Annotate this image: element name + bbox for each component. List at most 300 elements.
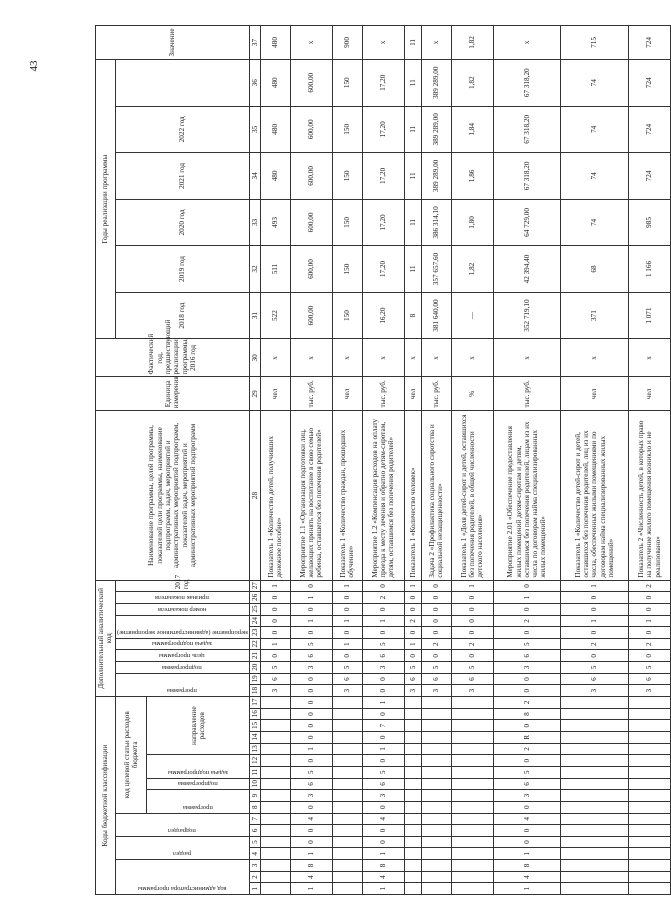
year-value-cell: 17,20 [362, 106, 404, 153]
table-row [260, 26, 290, 895]
column-number: 18 [249, 685, 260, 697]
code-cell: 0 [561, 603, 628, 615]
code-cell: 0 [561, 592, 628, 604]
code-cell [628, 732, 670, 744]
code-cell [561, 813, 628, 825]
code-cell [561, 848, 628, 860]
header-napravlenie: направление расходов [147, 697, 249, 755]
code-cell: 2 [628, 580, 670, 592]
code-cell: 1 [493, 848, 560, 860]
year-value-cell: 511 [260, 246, 290, 293]
final-value-cell: 11 [404, 26, 421, 60]
year-value-cell: 67 318,20 [493, 59, 560, 106]
code-cell [332, 697, 362, 709]
code-cell: 5 [332, 662, 362, 674]
final-value-cell: х [421, 26, 451, 60]
code-cell: 4 [362, 871, 404, 883]
code-cell [421, 778, 451, 790]
code-cell [451, 813, 493, 825]
code-cell: 3 [421, 685, 451, 697]
column-number: 30 [249, 339, 260, 377]
column-number: 14 [249, 732, 260, 744]
code-cell [404, 813, 421, 825]
year-value-cell: 17,20 [362, 246, 404, 293]
year-value-cell: 724 [628, 59, 670, 106]
code-cell [451, 790, 493, 802]
header-year-2019: 2019 год [115, 246, 249, 293]
unit-cell: тыс. руб. [362, 377, 404, 411]
code-cell [260, 743, 290, 755]
table-row [421, 26, 451, 895]
year-value-cell: 480 [260, 153, 290, 200]
code-cell: 3 [260, 685, 290, 697]
code-cell: 0 [493, 673, 560, 685]
code-cell: 6 [451, 673, 493, 685]
code-cell [561, 732, 628, 744]
code-cell: 2 [493, 743, 560, 755]
code-cell: 6 [290, 650, 332, 662]
code-cell: 4 [362, 813, 404, 825]
final-value-cell: 724 [628, 26, 670, 60]
code-cell: 2 [628, 638, 670, 650]
code-cell [260, 871, 290, 883]
code-cell [260, 732, 290, 744]
code-cell: 0 [290, 825, 332, 837]
code-cell [561, 790, 628, 802]
code-cell: 0 [451, 603, 493, 615]
final-value-cell: 715 [561, 26, 628, 60]
column-number: 26 [249, 592, 260, 604]
code-cell: 1 [362, 848, 404, 860]
code-cell: 0 [290, 836, 332, 848]
code-cell: 1 [362, 615, 404, 627]
code-cell: 3 [451, 685, 493, 697]
code-cell: 0 [451, 627, 493, 639]
column-number: 13 [249, 743, 260, 755]
code-cell [451, 743, 493, 755]
code-cell: 8 [362, 860, 404, 872]
code-cell [260, 755, 290, 767]
code-cell [404, 848, 421, 860]
year-value-cell: 74 [561, 59, 628, 106]
code-cell [628, 790, 670, 802]
code-cell: 0 [362, 580, 404, 592]
code-cell [561, 778, 628, 790]
prev-year-cell: х [362, 339, 404, 377]
column-number: 33 [249, 199, 260, 246]
code-cell: 0 [260, 615, 290, 627]
code-cell: 0 [628, 650, 670, 662]
code-cell: 2 [404, 615, 421, 627]
code-cell: 1 [628, 615, 670, 627]
year-value-cell: 600,00 [290, 153, 332, 200]
year-value-cell: 522 [260, 292, 290, 339]
year-value-cell: 1,84 [451, 106, 493, 153]
year-value-cell: 381 640,00 [421, 292, 451, 339]
table-row [404, 26, 421, 895]
code-cell [451, 883, 493, 895]
code-cell: 2 [451, 638, 493, 650]
code-cell: 0 [451, 650, 493, 662]
year-value-cell: 1 166 [628, 246, 670, 293]
code-cell: 0 [290, 755, 332, 767]
column-number: 35 [249, 106, 260, 153]
year-value-cell: 1,80 [451, 199, 493, 246]
code-cell [260, 813, 290, 825]
code-cell [332, 848, 362, 860]
code-cell [628, 720, 670, 732]
code-cell [404, 801, 421, 813]
column-number: 37 [249, 26, 260, 60]
code-cell: 6 [362, 778, 404, 790]
code-cell [561, 860, 628, 872]
year-value-cell: — [451, 292, 493, 339]
code-cell [404, 755, 421, 767]
column-number: 21 [249, 650, 260, 662]
code-cell: 3 [290, 662, 332, 674]
year-value-cell: 67 318,20 [493, 153, 560, 200]
code-cell: 4 [493, 871, 560, 883]
code-cell: 2 [362, 592, 404, 604]
code-cell [260, 883, 290, 895]
header-program-name: Наименование программы, целей программы, показателей цели программы, наименование подпрограмм, задач, мероприятий и административных мероприятий подпрограмм, показателей задач, мероприятий и административных мероприятий подпрограмм [96, 411, 250, 580]
code-cell [260, 825, 290, 837]
code-cell [421, 860, 451, 872]
code-cell: 6 [404, 673, 421, 685]
year-value-cell: 150 [332, 153, 362, 200]
column-number: 20 [249, 662, 260, 674]
code-cell: 0 [493, 627, 560, 639]
header-additional-code: Дополнительный аналитический код [96, 580, 116, 696]
code-cell: 0 [362, 732, 404, 744]
code-cell [628, 743, 670, 755]
code-cell [561, 836, 628, 848]
code-cell: 6 [332, 673, 362, 685]
year-value-cell: 74 [561, 199, 628, 246]
year-value-cell: 600,00 [290, 106, 332, 153]
code-cell [561, 871, 628, 883]
code-cell: 4 [290, 871, 332, 883]
code-cell: 0 [493, 836, 560, 848]
code-cell: 3 [493, 790, 560, 802]
code-cell: 0 [451, 592, 493, 604]
code-cell: 0 [404, 603, 421, 615]
code-cell [451, 778, 493, 790]
code-cell [451, 720, 493, 732]
code-cell: 6 [628, 673, 670, 685]
code-cell: 0 [332, 627, 362, 639]
code-cell: 5 [493, 638, 560, 650]
code-cell [332, 790, 362, 802]
table-row [362, 26, 404, 895]
code-cell [260, 801, 290, 813]
column-number: 36 [249, 59, 260, 106]
code-cell [421, 825, 451, 837]
year-value-cell: 17,20 [362, 153, 404, 200]
column-number: 7 [249, 813, 260, 825]
unit-cell: чел [561, 377, 628, 411]
unit-cell: чел [260, 377, 290, 411]
code-cell [332, 720, 362, 732]
header-csr: код целевой статьи расходов бюджета [115, 697, 147, 813]
code-cell [260, 836, 290, 848]
table-body [260, 26, 670, 895]
description-cell: Задача 2 «Профилактика социального сиротства и социальной незащищенности» [421, 411, 451, 580]
code-cell: 1 [362, 883, 404, 895]
final-value-cell: 480 [260, 26, 290, 60]
code-cell: 0 [290, 801, 332, 813]
code-cell: 0 [362, 836, 404, 848]
prev-year-cell: х [561, 339, 628, 377]
code-cell [332, 813, 362, 825]
code-cell [561, 801, 628, 813]
code-cell [421, 801, 451, 813]
code-cell [404, 720, 421, 732]
code-cell: 0 [493, 825, 560, 837]
prev-year-cell: х [451, 339, 493, 377]
code-cell: 0 [451, 615, 493, 627]
code-cell: 1 [561, 615, 628, 627]
code-cell [260, 708, 290, 720]
code-cell: 1 [332, 638, 362, 650]
year-value-cell: 1,86 [451, 153, 493, 200]
table-row [290, 26, 332, 895]
unit-cell: % [451, 377, 493, 411]
column-number: 4 [249, 848, 260, 860]
year-value-cell: 17,20 [362, 59, 404, 106]
code-cell [451, 697, 493, 709]
code-cell [404, 766, 421, 778]
code-cell: 5 [421, 662, 451, 674]
code-cell: 3 [290, 790, 332, 802]
code-cell: 0 [332, 592, 362, 604]
code-cell [628, 766, 670, 778]
code-cell: 0 [561, 627, 628, 639]
code-cell [260, 720, 290, 732]
code-cell [421, 720, 451, 732]
code-cell: 5 [451, 662, 493, 674]
code-cell: 0 [493, 755, 560, 767]
year-value-cell: 724 [628, 153, 670, 200]
code-cell: 0 [362, 603, 404, 615]
final-value-cell: 900 [332, 26, 362, 60]
header-admin-code: код администратора программы [115, 860, 249, 895]
code-cell [332, 860, 362, 872]
code-cell [451, 836, 493, 848]
unit-cell: чел [628, 377, 670, 411]
description-cell: Мероприятие 2.01 «Обеспечение предоставления жилых помещений детям-сиротам и детям, оставшимся без попечения родителей, лицам из их числа по договорам найма специализированных жилых помещений» [493, 411, 560, 580]
code-cell: 0 [493, 720, 560, 732]
header-years-group: Годы реализации программы [96, 59, 116, 338]
column-number: 19 [249, 673, 260, 685]
code-cell: 0 [260, 650, 290, 662]
code-cell: 5 [628, 662, 670, 674]
column-number: 29 [249, 377, 260, 411]
code-cell [260, 697, 290, 709]
rotated-table-container [95, 25, 662, 895]
code-cell: 2 [421, 638, 451, 650]
code-cell [332, 883, 362, 895]
code-cell [404, 743, 421, 755]
code-cell: 1 [561, 580, 628, 592]
column-number: 27 [249, 580, 260, 592]
table-row [628, 26, 670, 895]
year-value-cell: 150 [332, 106, 362, 153]
table-row [561, 26, 628, 895]
code-cell: 0 [332, 650, 362, 662]
code-cell [451, 708, 493, 720]
code-cell: 0 [290, 580, 332, 592]
code-cell: 0 [290, 697, 332, 709]
code-cell [451, 755, 493, 767]
column-number: 12 [249, 755, 260, 767]
year-value-cell: 74 [561, 153, 628, 200]
code-cell: 0 [421, 650, 451, 662]
year-value-cell: 68 [561, 246, 628, 293]
code-cell: 0 [493, 685, 560, 697]
code-cell: 1 [290, 615, 332, 627]
code-cell: 0 [290, 603, 332, 615]
code-cell: 0 [362, 708, 404, 720]
code-cell: 0 [290, 720, 332, 732]
description-cell: Показатель 1 «Количество детей, получивших денежное пособие» [260, 411, 290, 580]
header-zadacha: задача подпрограммы [147, 755, 249, 778]
code-cell [260, 778, 290, 790]
column-number: 25 [249, 603, 260, 615]
description-cell: Мероприятие 1.1 «Организация подготовки лиц, желающих принять на воспитание в свою семью ребенка, оставшегося без попечения родителей» [290, 411, 332, 580]
code-cell: 3 [493, 662, 560, 674]
header-year-2021: 2021 год [115, 153, 249, 200]
code-cell: 5 [561, 662, 628, 674]
header-prev-year: Фактический год, предшествующий реализации программы, 2016 год [96, 339, 250, 377]
code-cell [561, 766, 628, 778]
code-cell [404, 697, 421, 709]
code-cell [404, 871, 421, 883]
header-event-a: мероприятие (административное мероприятие) [115, 615, 249, 638]
final-value-cell: х [493, 26, 560, 60]
code-cell: 0 [493, 801, 560, 813]
header-podrazdel: подраздел [115, 813, 249, 836]
header-budget-codes: Коды бюджетной классификации [96, 697, 116, 895]
year-value-cell: 16,20 [362, 292, 404, 339]
code-cell: 3 [332, 685, 362, 697]
code-cell: 0 [421, 580, 451, 592]
code-cell: 0 [628, 603, 670, 615]
code-cell: 6 [493, 650, 560, 662]
year-value-cell: 150 [332, 59, 362, 106]
year-value-cell: 11 [404, 59, 421, 106]
year-value-cell: 150 [332, 292, 362, 339]
header-goal-a: цель программы [115, 650, 249, 662]
code-cell [628, 860, 670, 872]
code-cell: 0 [362, 801, 404, 813]
code-cell [332, 755, 362, 767]
code-cell [561, 708, 628, 720]
code-cell [421, 743, 451, 755]
header-subprog-a: подпрограмма [115, 662, 249, 674]
program-indicators-table [95, 25, 671, 895]
column-number: 23 [249, 627, 260, 639]
prev-year-cell: х [493, 339, 560, 377]
code-cell: 4 [290, 813, 332, 825]
header-indicator-a: номер показателя [115, 603, 249, 615]
year-value-cell: 600,00 [290, 59, 332, 106]
header-unit: Единица измерения [96, 377, 250, 411]
year-value-cell: 389 289,00 [421, 106, 451, 153]
code-cell: 1 [451, 580, 493, 592]
year-value-cell: 11 [404, 106, 421, 153]
year-value-cell: 493 [260, 199, 290, 246]
header-task-a: задача подпрограммы [115, 638, 249, 650]
code-cell [561, 755, 628, 767]
code-cell: 0 [290, 732, 332, 744]
column-number: 16 [249, 708, 260, 720]
column-number: 3 [249, 860, 260, 872]
column-number: 34 [249, 153, 260, 200]
description-cell: Показатель 1 «Количество детей-сирот и детей, оставшихся без попечения родителей, лиц из их числа, обеспеченных жилыми помещениями по договорам найма специализированных жилых помещений» [561, 411, 628, 580]
code-cell: 3 [561, 685, 628, 697]
code-cell [561, 697, 628, 709]
code-cell: 0 [561, 650, 628, 662]
code-cell: 8 [493, 708, 560, 720]
code-cell [421, 871, 451, 883]
year-value-cell: 480 [260, 59, 290, 106]
code-cell [421, 766, 451, 778]
code-cell [561, 743, 628, 755]
column-number: 1 [249, 883, 260, 895]
final-value-cell: х [290, 26, 332, 60]
code-cell: 0 [404, 650, 421, 662]
header-podprogramma: подпрограмма [147, 778, 249, 790]
code-cell [260, 860, 290, 872]
code-cell [628, 813, 670, 825]
code-cell: 0 [362, 755, 404, 767]
code-cell: 0 [421, 615, 451, 627]
code-cell: 0 [260, 627, 290, 639]
column-number: 22 [249, 638, 260, 650]
description-cell: Показатель 1 «Количество человек» [404, 411, 421, 580]
code-cell: 0 [421, 592, 451, 604]
year-value-cell: 389 289,00 [421, 59, 451, 106]
column-number: 32 [249, 246, 260, 293]
code-cell: 0 [290, 708, 332, 720]
code-cell: 0 [362, 673, 404, 685]
code-cell: 1 [260, 580, 290, 592]
code-cell: 5 [404, 662, 421, 674]
year-value-cell: 42 394,40 [493, 246, 560, 293]
code-cell [628, 848, 670, 860]
code-cell [421, 732, 451, 744]
code-cell: 1 [290, 848, 332, 860]
page-number: 43 [28, 60, 40, 72]
code-cell [451, 766, 493, 778]
year-value-cell: 17,20 [362, 199, 404, 246]
code-cell [404, 883, 421, 895]
code-cell [451, 871, 493, 883]
code-cell: 0 [290, 685, 332, 697]
code-cell: 2 [561, 638, 628, 650]
code-cell [451, 825, 493, 837]
year-value-cell: 600,00 [290, 199, 332, 246]
code-cell [332, 743, 362, 755]
code-cell: 6 [421, 673, 451, 685]
unit-cell: тыс. руб. [421, 377, 451, 411]
code-cell: 6 [260, 673, 290, 685]
year-value-cell: 600,00 [290, 292, 332, 339]
code-cell [332, 825, 362, 837]
code-cell: 3 [362, 662, 404, 674]
code-cell: 1 [493, 883, 560, 895]
